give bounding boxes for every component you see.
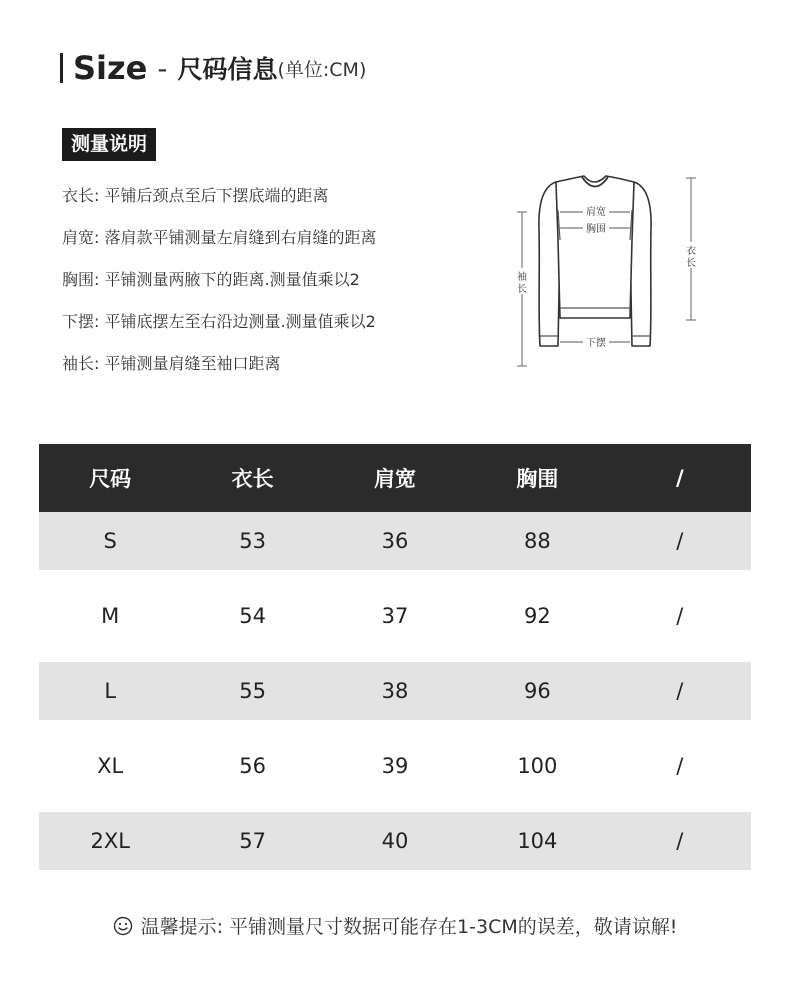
cell-shoulder: 40 bbox=[324, 812, 466, 870]
header-extra: / bbox=[609, 444, 751, 512]
sweater-diagram bbox=[508, 170, 708, 380]
cell-extra: / bbox=[676, 754, 684, 778]
cell-size: S bbox=[39, 512, 181, 570]
diagram-sleeve-label-top: 袖 bbox=[517, 272, 527, 283]
footer-tip-text: 温馨提示: 平铺测量尺寸数据可能存在1-3CM的误差，敬请谅解! bbox=[140, 916, 678, 938]
header-chest: 胸围 bbox=[466, 444, 608, 512]
rule-hem: 下摆: 平铺底摆左至右沿边测量.测量值乘以2 bbox=[62, 312, 376, 331]
table-row bbox=[39, 720, 751, 812]
table-row bbox=[39, 812, 751, 870]
table-row bbox=[39, 570, 751, 662]
cell-size: M bbox=[101, 604, 120, 628]
header-length: 衣长 bbox=[181, 444, 323, 512]
cell-length: 56 bbox=[239, 754, 266, 778]
rule-shoulder: 肩宽: 落肩款平铺测量左肩缝到右肩缝的距离 bbox=[62, 228, 377, 247]
measurement-rules bbox=[62, 184, 376, 394]
cell-length: 54 bbox=[239, 604, 266, 628]
cell-extra: / bbox=[609, 512, 751, 570]
cell-chest: 92 bbox=[524, 604, 551, 628]
cell-length: 53 bbox=[181, 512, 323, 570]
unit-label: (单位:CM) bbox=[277, 58, 367, 81]
cell-size: L bbox=[39, 662, 181, 720]
size-table bbox=[39, 444, 751, 870]
cell-shoulder: 39 bbox=[381, 754, 409, 778]
diagram-sleeve-label-bottom: 长 bbox=[517, 284, 527, 295]
cell-length: 57 bbox=[181, 812, 323, 870]
header-shoulder: 肩宽 bbox=[324, 444, 466, 512]
cell-chest: 96 bbox=[466, 662, 608, 720]
cell-extra: / bbox=[609, 812, 751, 870]
rule-length: 衣长: 平铺后颈点至后下摆底端的距离 bbox=[62, 186, 329, 205]
cell-shoulder: 37 bbox=[381, 604, 409, 628]
smile-icon bbox=[113, 916, 133, 936]
cell-size: XL bbox=[97, 754, 124, 778]
title-english: Size bbox=[73, 49, 148, 87]
cell-length: 55 bbox=[181, 662, 323, 720]
table-header-row bbox=[39, 444, 751, 512]
page-title bbox=[60, 48, 366, 88]
diagram-shoulder-label: 肩宽 bbox=[586, 207, 606, 218]
diagram-chest-label: 胸围 bbox=[586, 224, 606, 235]
cell-chest: 104 bbox=[466, 812, 608, 870]
diagram-hem-label: 下摆 bbox=[586, 338, 606, 349]
table-row bbox=[39, 512, 751, 570]
table-row bbox=[39, 662, 751, 720]
rule-chest: 胸围: 平铺测量两腋下的距离.测量值乘以2 bbox=[62, 270, 360, 289]
footer-tip bbox=[0, 912, 790, 939]
cell-size: 2XL bbox=[39, 812, 181, 870]
diagram-length-label-top: 衣 bbox=[686, 246, 696, 257]
cell-shoulder: 36 bbox=[324, 512, 466, 570]
title-chinese: 尺码信息 bbox=[177, 55, 278, 84]
title-bar bbox=[60, 53, 63, 83]
title-separator: - bbox=[157, 51, 168, 85]
cell-chest: 100 bbox=[517, 754, 558, 778]
rule-sleeve: 袖长: 平铺测量肩缝至袖口距离 bbox=[62, 354, 281, 373]
cell-extra: / bbox=[609, 662, 751, 720]
diagram-length-label-bottom: 长 bbox=[686, 258, 696, 269]
cell-chest: 88 bbox=[466, 512, 608, 570]
cell-shoulder: 38 bbox=[324, 662, 466, 720]
header-size: 尺码 bbox=[39, 444, 181, 512]
measurement-badge: 测量说明 bbox=[62, 128, 156, 161]
cell-extra: / bbox=[676, 604, 684, 628]
